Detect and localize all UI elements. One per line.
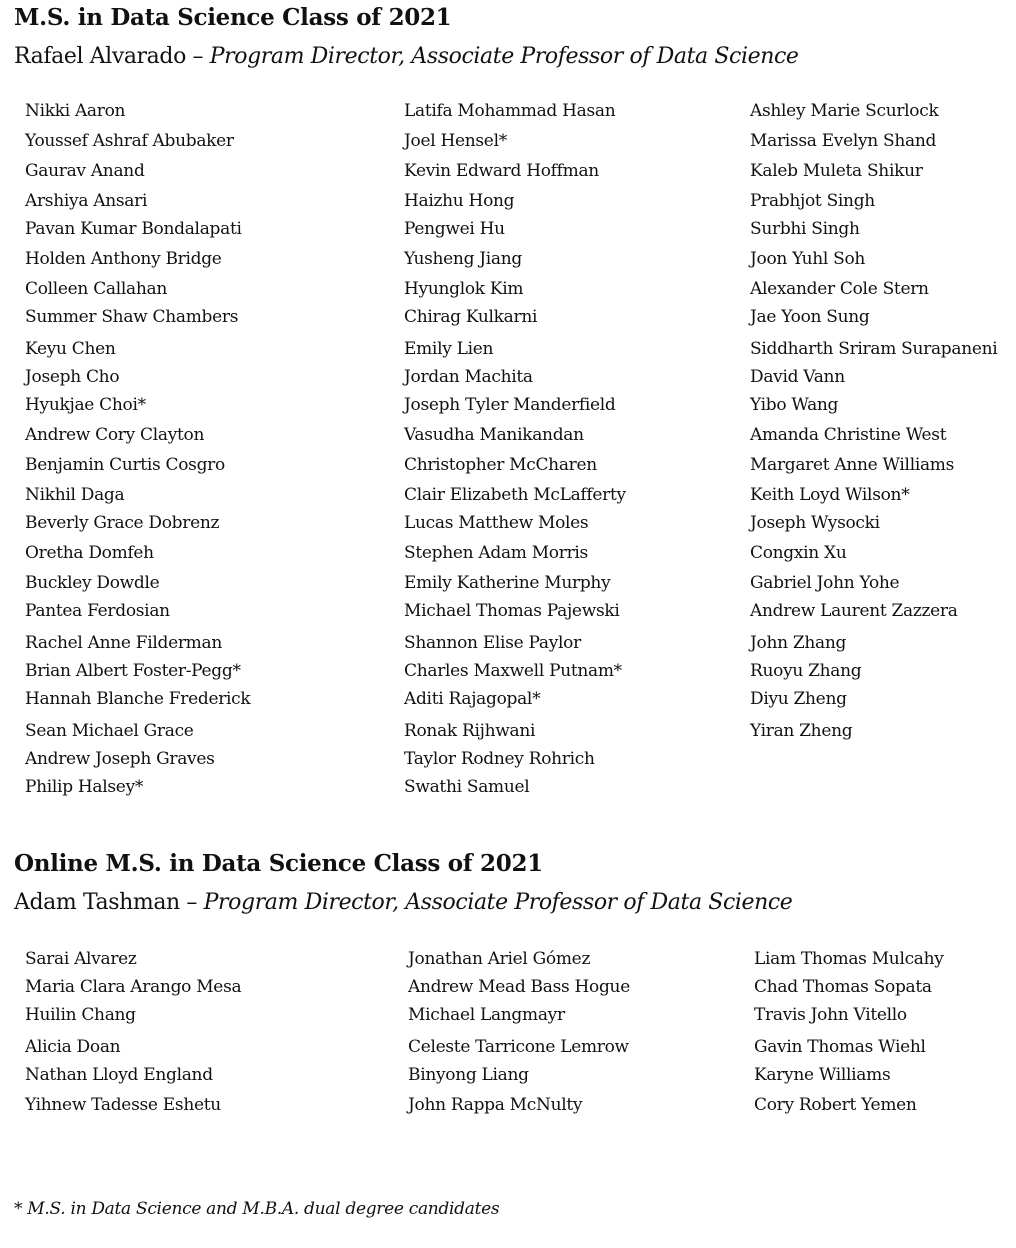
graduate-name: Chad Thomas Sopata — [754, 977, 932, 997]
director-name: Adam Tashman — [14, 890, 180, 915]
graduate-name: Ashley Marie Scurlock — [750, 101, 939, 121]
director-name: Rafael Alvarado — [14, 44, 186, 69]
graduate-name: Latifa Mohammad Hasan — [404, 101, 616, 121]
graduate-name: Ruoyu Zhang — [750, 661, 862, 681]
graduate-name: Andrew Mead Bass Hogue — [408, 977, 630, 997]
graduate-name: Philip Halsey* — [25, 777, 144, 797]
graduate-name: Ronak Rijhwani — [404, 721, 536, 741]
graduate-name: David Vann — [750, 367, 845, 387]
graduate-name: Margaret Anne Williams — [750, 455, 955, 475]
graduate-name: Arshiya Ansari — [25, 191, 148, 211]
graduate-name: Colleen Callahan — [25, 279, 167, 299]
graduate-name: Joseph Tyler Manderfield — [404, 395, 616, 415]
graduate-name: Hyukjae Choi* — [25, 395, 146, 415]
graduate-name: Prabhjot Singh — [750, 191, 875, 211]
director-role: Program Director, Associate Professor of Data Science — [203, 890, 793, 915]
graduate-name: Yiran Zheng — [750, 721, 853, 741]
director-separator: – — [185, 44, 210, 69]
graduate-name: John Zhang — [750, 633, 847, 653]
graduate-name: Shannon Elise Paylor — [404, 633, 581, 653]
graduate-name: Stephen Adam Morris — [404, 543, 588, 563]
graduate-name: Vasudha Manikandan — [404, 425, 584, 445]
graduate-name: Clair Elizabeth McLafferty — [404, 485, 626, 505]
graduate-name: Pavan Kumar Bondalapati — [25, 219, 242, 239]
graduate-name: Yibo Wang — [750, 395, 839, 415]
graduate-name: Hannah Blanche Frederick — [25, 689, 251, 709]
program-director-line-online — [14, 890, 792, 915]
graduate-name: Beverly Grace Dobrenz — [25, 513, 220, 533]
graduate-name: Hyunglok Kim — [404, 279, 524, 299]
graduate-name: Sean Michael Grace — [25, 721, 194, 741]
graduate-name: Christopher McCharen — [404, 455, 597, 475]
graduate-name: Nikhil Daga — [25, 485, 125, 505]
graduate-name: Karyne Williams — [754, 1065, 891, 1085]
graduate-name: Surbhi Singh — [750, 219, 860, 239]
graduate-name: Siddharth Sriram Surapaneni — [750, 339, 998, 359]
graduate-name: Gavin Thomas Wiehl — [754, 1037, 926, 1057]
graduate-name: Taylor Rodney Rohrich — [404, 749, 595, 769]
graduate-name: Aditi Rajagopal* — [404, 689, 541, 709]
graduate-name: Michael Langmayr — [408, 1005, 565, 1025]
graduate-name: Emily Katherine Murphy — [404, 573, 611, 593]
graduate-name: Lucas Matthew Moles — [404, 513, 589, 533]
graduate-name: Joseph Cho — [25, 367, 120, 387]
graduate-name: Marissa Evelyn Shand — [750, 131, 937, 151]
graduate-name: Joel Hensel* — [404, 131, 507, 151]
graduate-name: Gaurav Anand — [25, 161, 145, 181]
graduate-name: Maria Clara Arango Mesa — [25, 977, 242, 997]
graduate-name: Andrew Laurent Zazzera — [750, 601, 958, 621]
graduate-name: Oretha Domfeh — [25, 543, 154, 563]
graduate-name: Yihnew Tadesse Eshetu — [25, 1095, 221, 1115]
graduate-name: Binyong Liang — [408, 1065, 529, 1085]
graduate-name: Nathan Lloyd England — [25, 1065, 213, 1085]
graduate-name: Andrew Cory Clayton — [25, 425, 205, 445]
program-director-line — [14, 44, 799, 69]
director-role: Program Director, Associate Professor of Data Science — [209, 44, 799, 69]
graduate-name: Congxin Xu — [750, 543, 847, 563]
graduate-name: Nikki Aaron — [25, 101, 126, 121]
graduate-name: Emily Lien — [404, 339, 494, 359]
graduate-name: Jordan Machita — [404, 367, 533, 387]
graduate-name: Yusheng Jiang — [404, 249, 522, 269]
section-title-residential: M.S. in Data Science Class of 2021 — [14, 4, 452, 31]
graduate-name: Kaleb Muleta Shikur — [750, 161, 923, 181]
graduate-name: Diyu Zheng — [750, 689, 847, 709]
graduate-name: Pantea Ferdosian — [25, 601, 170, 621]
graduate-name: Cory Robert Yemen — [754, 1095, 917, 1115]
graduate-name: Liam Thomas Mulcahy — [754, 949, 944, 969]
graduate-name: Pengwei Hu — [404, 219, 505, 239]
section-title-online: Online M.S. in Data Science Class of 2021 — [14, 850, 543, 877]
graduate-name: Michael Thomas Pajewski — [404, 601, 620, 621]
director-separator: – — [179, 890, 204, 915]
graduate-name: Amanda Christine West — [750, 425, 947, 445]
graduate-name: Summer Shaw Chambers — [25, 307, 239, 327]
graduate-name: Alexander Cole Stern — [750, 279, 929, 299]
graduate-name: Celeste Tarricone Lemrow — [408, 1037, 629, 1057]
graduate-name: Buckley Dowdle — [25, 573, 160, 593]
graduate-name: Charles Maxwell Putnam* — [404, 661, 622, 681]
graduate-name: Sarai Alvarez — [25, 949, 137, 969]
graduate-name: Huilin Chang — [25, 1005, 136, 1025]
dual-degree-footnote: * M.S. in Data Science and M.B.A. dual degree candidates — [14, 1199, 500, 1219]
graduate-name: Rachel Anne Filderman — [25, 633, 222, 653]
graduate-name: Brian Albert Foster-Pegg* — [25, 661, 241, 681]
graduate-name: Swathi Samuel — [404, 777, 530, 797]
graduate-name: Jonathan Ariel Gómez — [408, 949, 591, 969]
graduate-name: John Rappa McNulty — [408, 1095, 583, 1115]
graduate-name: Keith Loyd Wilson* — [750, 485, 910, 505]
graduate-name: Holden Anthony Bridge — [25, 249, 222, 269]
graduate-name: Youssef Ashraf Abubaker — [25, 131, 234, 151]
graduate-name: Kevin Edward Hoffman — [404, 161, 599, 181]
graduate-name: Jae Yoon Sung — [750, 307, 870, 327]
graduate-name: Joseph Wysocki — [750, 513, 880, 533]
graduate-name: Gabriel John Yohe — [750, 573, 900, 593]
graduate-name: Haizhu Hong — [404, 191, 515, 211]
graduate-name: Alicia Doan — [25, 1037, 121, 1057]
graduate-name: Joon Yuhl Soh — [750, 249, 866, 269]
graduate-name: Andrew Joseph Graves — [25, 749, 215, 769]
graduate-name: Chirag Kulkarni — [404, 307, 538, 327]
graduate-name: Keyu Chen — [25, 339, 116, 359]
graduate-name: Benjamin Curtis Cosgro — [25, 455, 225, 475]
graduate-name: Travis John Vitello — [754, 1005, 907, 1025]
